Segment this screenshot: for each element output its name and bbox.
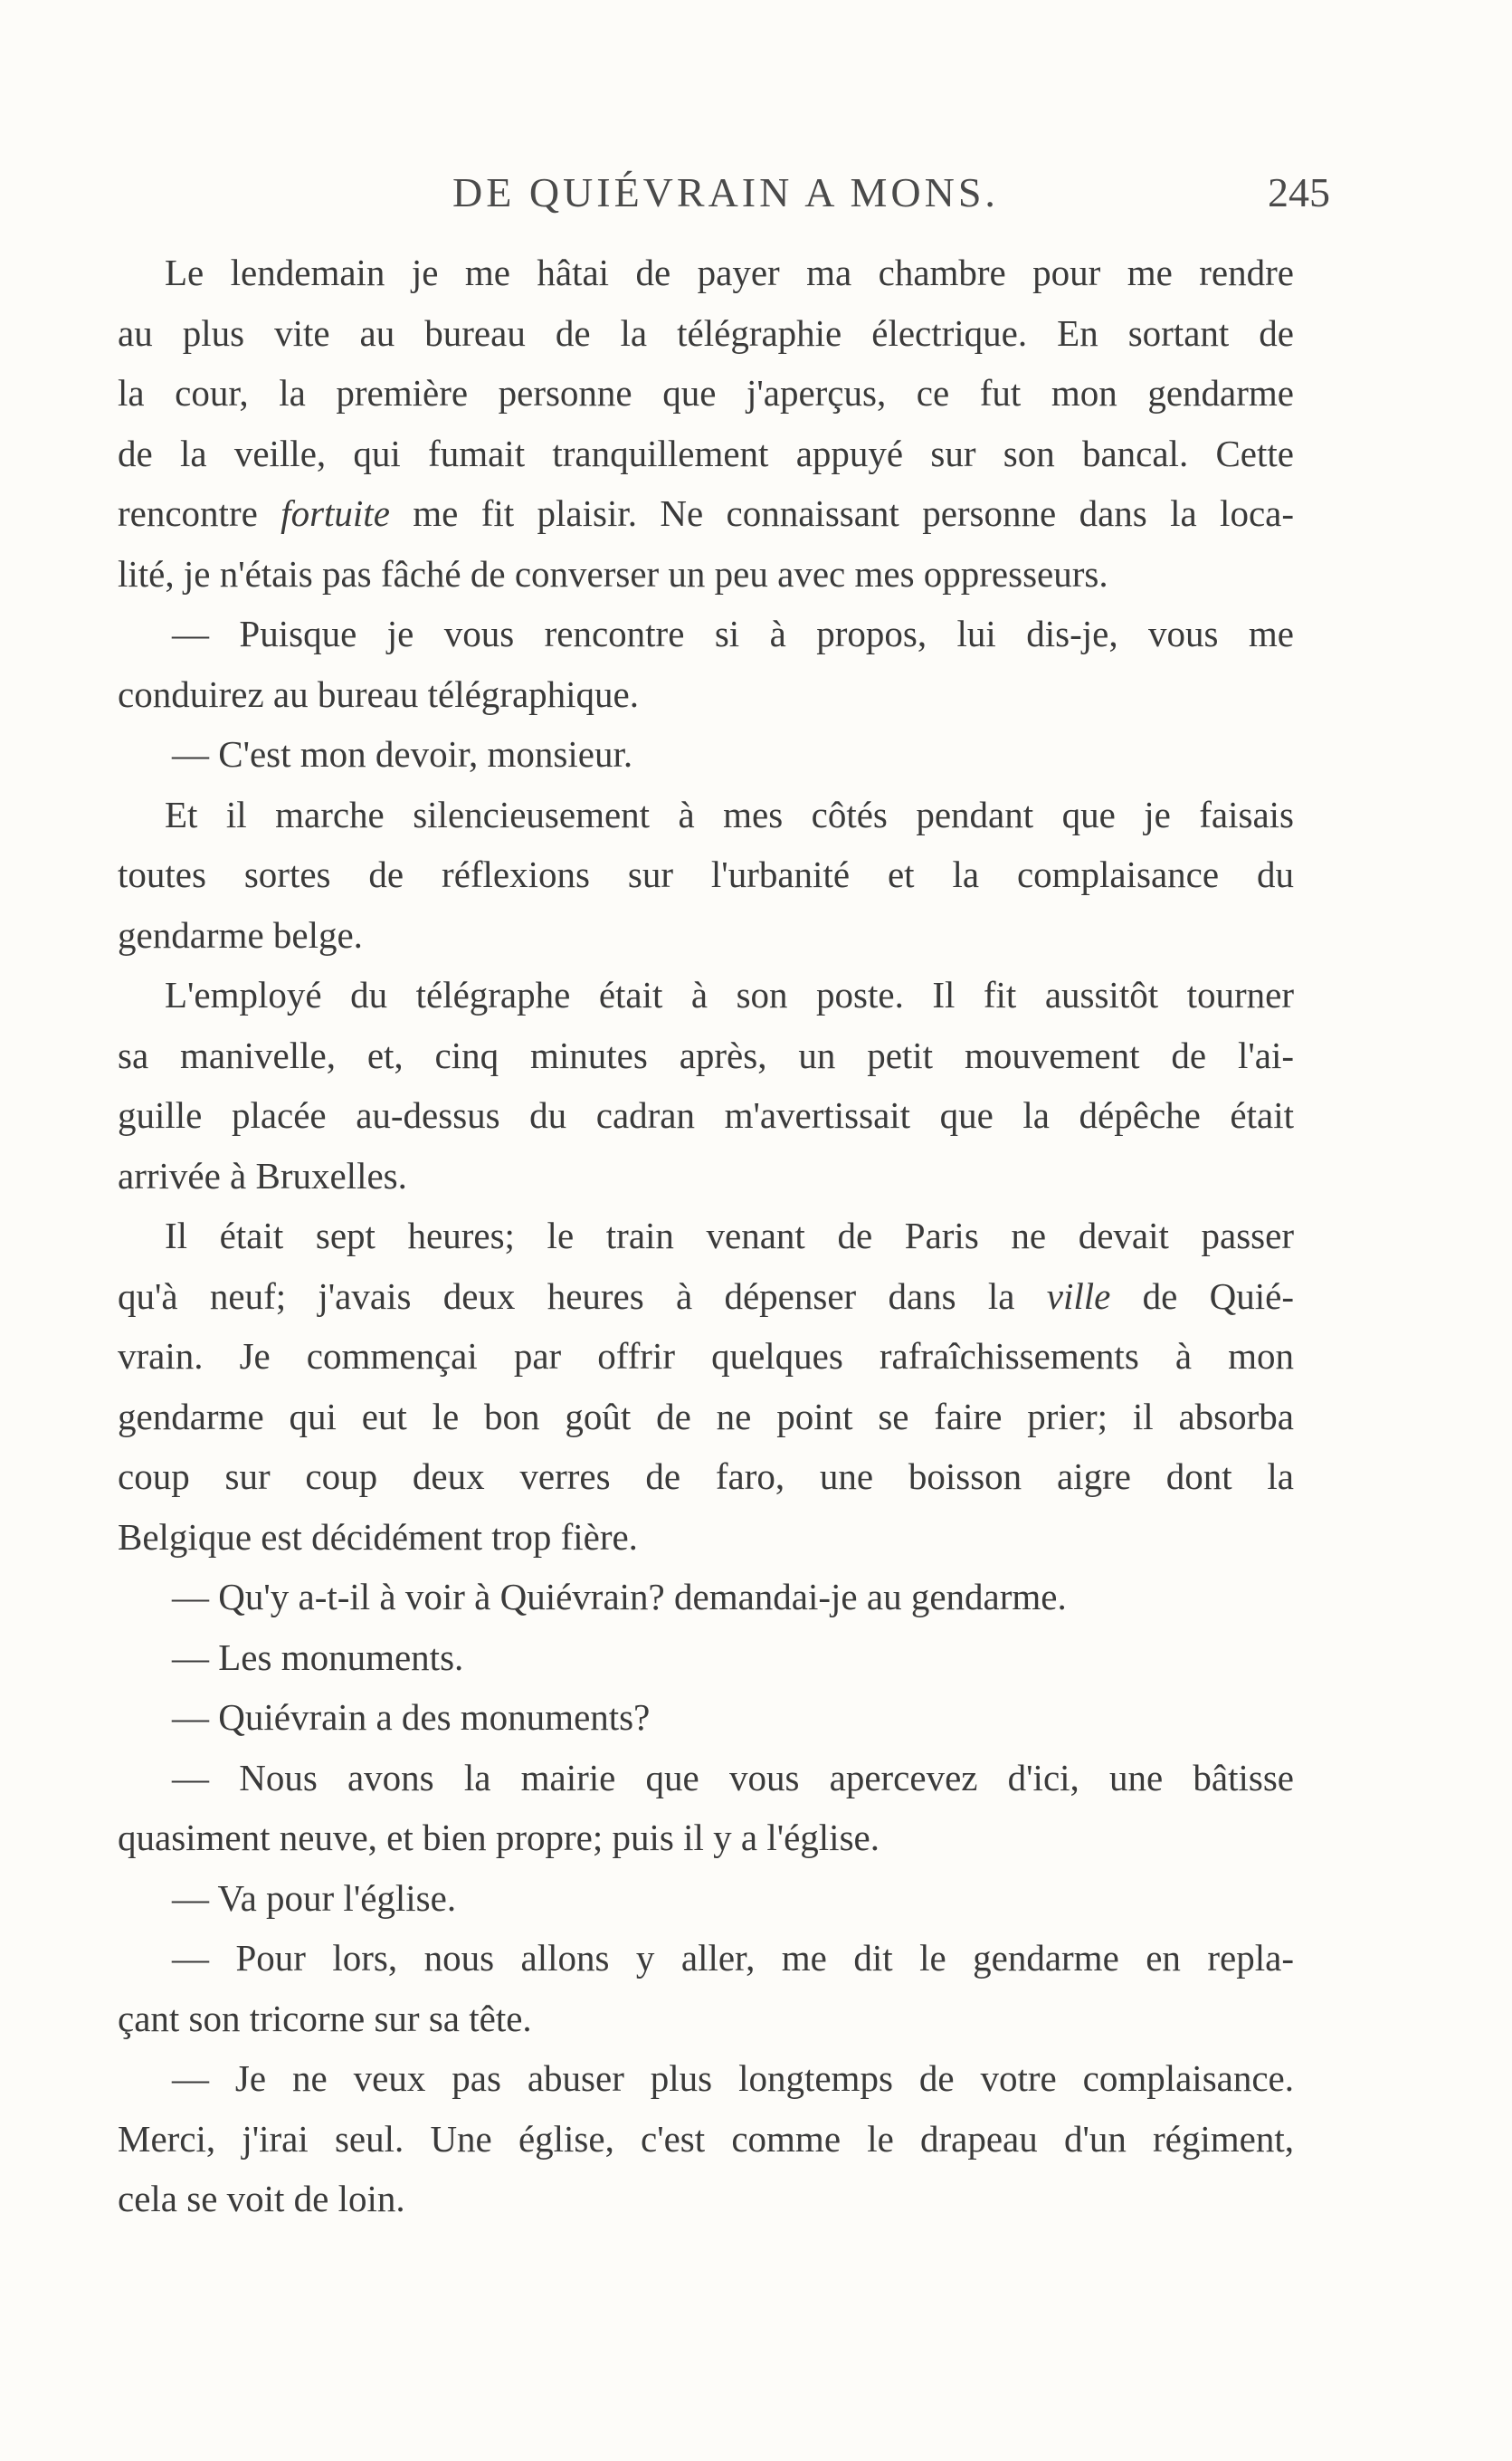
- text-line: lité, je n'étais pas fâché de converser un peu avec mes oppresseurs.: [118, 552, 1108, 595]
- running-title: DE QUIÉVRAIN A MONS.: [452, 169, 999, 215]
- dialogue-line: — Qu'y a-t-il à voir à Quiévrain? demandai-je au gendarme.: [172, 1576, 1067, 1617]
- text-line: gendarme qui eut le bon goût de ne point se faire prier; il absorba: [118, 1395, 1294, 1437]
- text-line: rencontre fortuite me fit plaisir. Ne connaissant personne dans la loca-: [118, 492, 1294, 534]
- text-line: cela se voit de loin.: [118, 2178, 405, 2219]
- text-line: L'employé du télégraphe était à son poste. Il fit aussitôt tourner: [165, 974, 1294, 1016]
- text-line: Merci, j'irai seul. Une église, c'est comme le drapeau d'un régiment,: [118, 2117, 1294, 2160]
- dialogue-line: — Puisque je vous rencontre si à propos, lui dis-je, vous me: [172, 613, 1294, 654]
- text-line: gendarme belge.: [118, 913, 363, 956]
- text-line: çant son tricorne sur sa tête.: [118, 1997, 532, 2039]
- dialogue-line: — Je ne veux pas abuser plus longtemps de votre complaisance.: [172, 2057, 1294, 2099]
- text-line: qu'à neuf; j'avais deux heures à dépenser dans la ville de Quié-: [118, 1274, 1294, 1317]
- running-head: [118, 168, 1330, 223]
- dialogue-line: — C'est mon devoir, monsieur.: [172, 733, 633, 775]
- dialogue-line: — Nous avons la mairie que vous apercevez d'ici, une bâtisse: [172, 1756, 1294, 1798]
- text-line: Belgique est décidément trop fière.: [118, 1515, 638, 1558]
- dialogue-line: — Quiévrain a des monuments?: [172, 1696, 651, 1738]
- text-line: coup sur coup deux verres de faro, une boisson aigre dont la: [118, 1455, 1294, 1497]
- text-line: vrain. Je commençai par offrir quelques rafraîchissements à mon: [118, 1335, 1294, 1377]
- body-text: [118, 243, 1294, 2229]
- text-line: Le lendemain je me hâtai de payer ma chambre pour me rendre: [165, 252, 1294, 293]
- text-line: arrivée à Bruxelles.: [118, 1154, 407, 1197]
- dialogue-line: — Les monuments.: [172, 1636, 464, 1678]
- text-line: quasiment neuve, et bien propre; puis il y a l'église.: [118, 1817, 880, 1858]
- text-line: Et il marche silencieusement à mes côtés pendant que je faisais: [165, 793, 1294, 835]
- text-line: guille placée au-dessus du cadran m'avertissait que la dépêche était: [118, 1094, 1294, 1136]
- text-line: sa manivelle, et, cinq minutes après, un petit mouvement de l'ai-: [118, 1034, 1294, 1076]
- dialogue-line: — Pour lors, nous allons y aller, me dit le gendarme en repla-: [172, 1937, 1294, 1979]
- text-line: au plus vite au bureau de la télégraphie électrique. En sortant de: [118, 311, 1294, 354]
- text-line: toutes sortes de réflexions sur l'urbanité et la complaisance du: [118, 854, 1294, 895]
- text-line: la cour, la première personne que j'aperçus, ce fut mon gendarme: [118, 372, 1294, 414]
- page-number: 245: [1268, 169, 1330, 215]
- text-line: conduirez au bureau télégraphique.: [118, 672, 640, 715]
- dialogue-line: — Va pour l'église.: [172, 1876, 457, 1919]
- text-line: Il était sept heures; le train venant de Paris ne devait passer: [165, 1215, 1294, 1256]
- text-line: de la veille, qui fumait tranquillement appuyé sur son bancal. Cette: [118, 432, 1294, 474]
